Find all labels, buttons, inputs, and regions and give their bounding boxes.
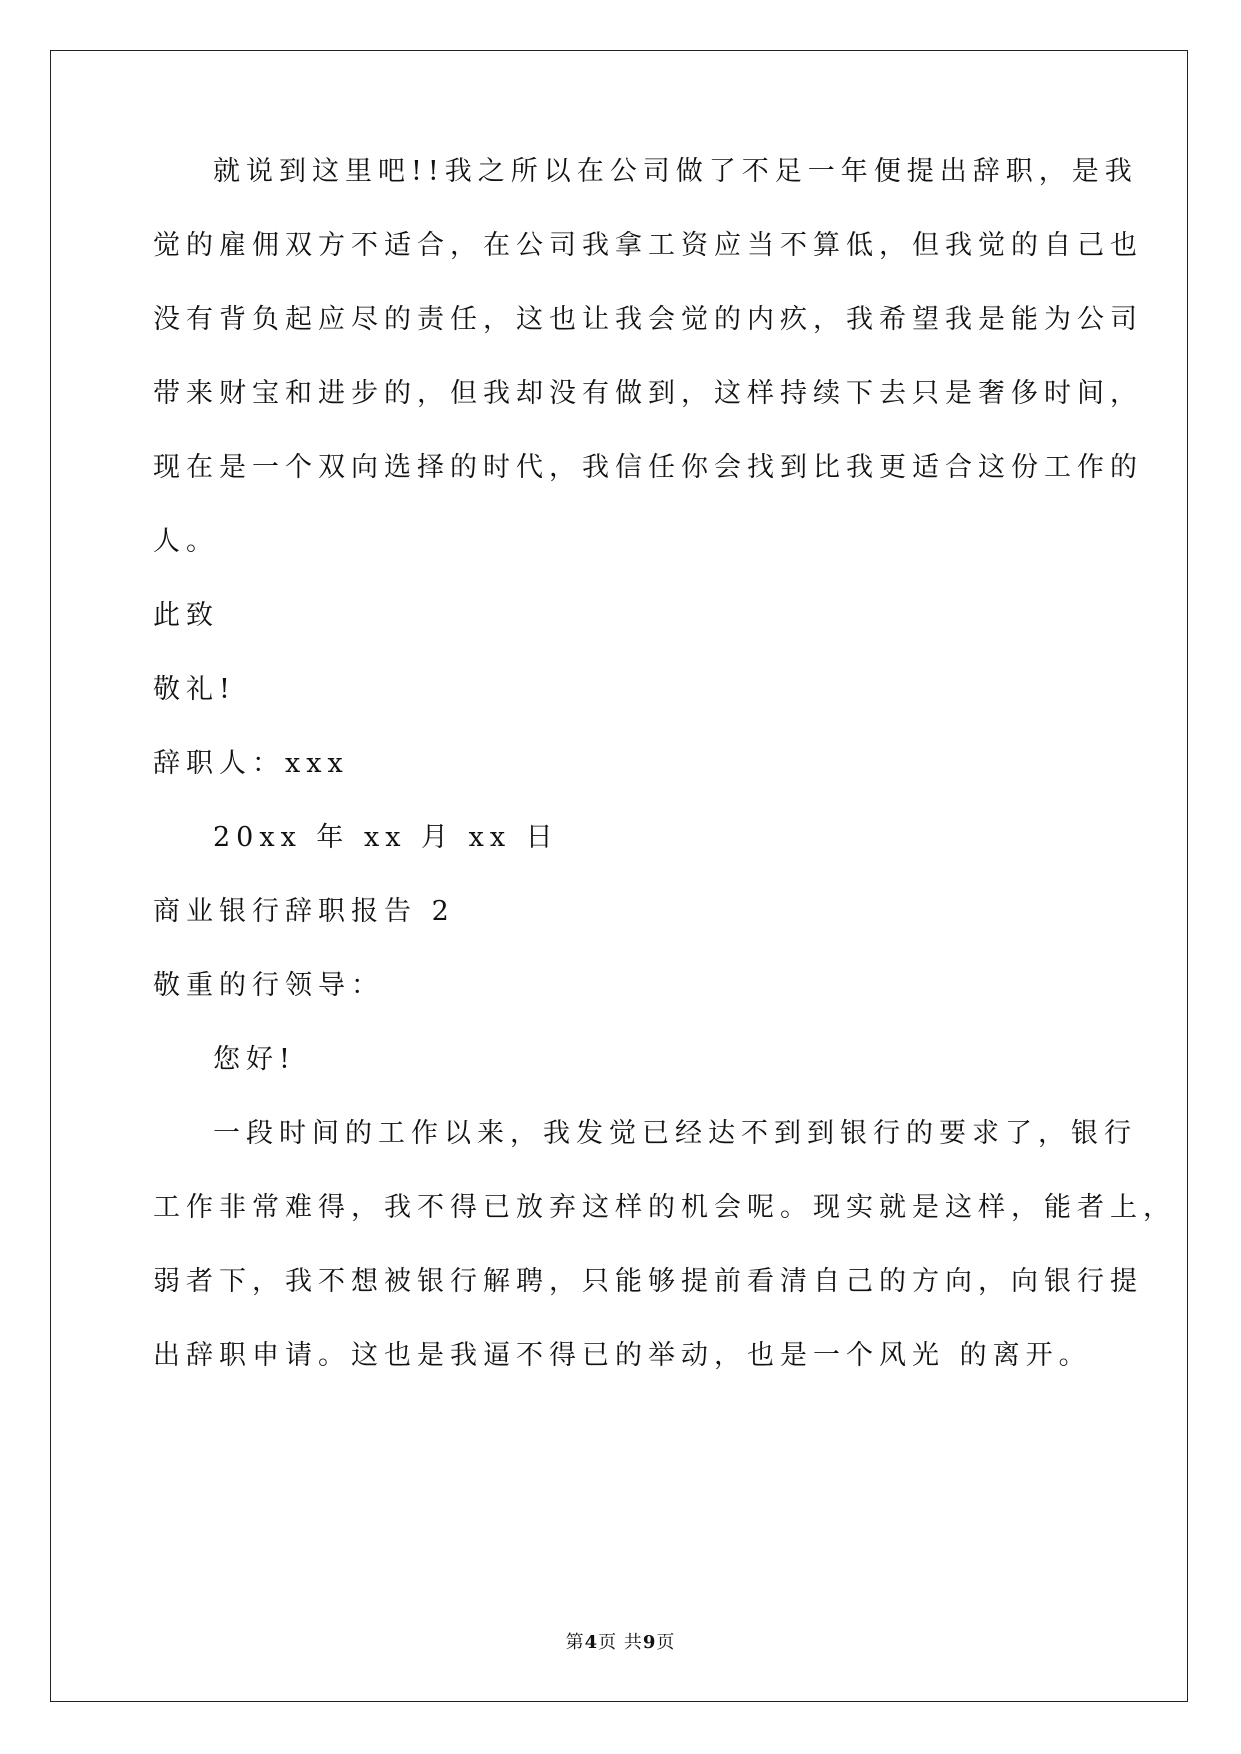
paragraph-line: 就说到这里吧!!我之所以在公司做了不足一年便提出辞职，是我 [213,156,1138,187]
footer-prefix: 第 [565,1632,585,1653]
page-border [50,50,1188,1702]
salutation-cizhi: 此致 [153,600,219,631]
paragraph-line: 没有背负起应尽的责任，这也让我会觉的内疚，我希望我是能为公司 [153,304,1143,335]
footer-suffix: 页 [656,1632,676,1653]
paragraph-line: 现在是一个双向选择的时代，我信任你会找到比我更适合这份工作的 [153,452,1143,483]
paragraph-line: 人。 [153,526,219,557]
paragraph-line: 带来财宝和进步的，但我却没有做到，这样持续下去只是奢侈时间， [153,378,1143,409]
paragraph-line: 工作非常难得，我不得已放弃这样的机会呢。现实就是这样，能者上， [153,1192,1176,1223]
footer-mid: 页 共 [598,1632,643,1653]
paragraph-line: 觉的雇佣双方不适合，在公司我拿工资应当不算低，但我觉的自己也 [153,230,1143,261]
section-title: 商业银行辞职报告 2 [153,896,455,927]
footer-total-pages: 9 [642,1632,657,1653]
addressee-line: 敬重的行领导： [153,970,384,1001]
footer-current-page: 4 [584,1632,599,1653]
date-line: 20xx 年 xx 月 xx 日 [213,822,559,853]
paragraph-line: 弱者下，我不想被银行解聘，只能够提前看清自己的方向，向银行提 [153,1266,1143,1297]
signer-line: 辞职人：xxx [153,748,349,779]
paragraph-line: 出辞职申请。这也是我逼不得已的举动，也是一个风光 的离开。 [153,1340,1092,1371]
page-number-footer [0,1628,1241,1654]
paragraph-line: 一段时间的工作以来，我发觉已经达不到到银行的要求了，银行 [213,1118,1137,1149]
salutation-jingli: 敬礼! [153,674,236,705]
greeting-line: 您好! [213,1044,296,1075]
